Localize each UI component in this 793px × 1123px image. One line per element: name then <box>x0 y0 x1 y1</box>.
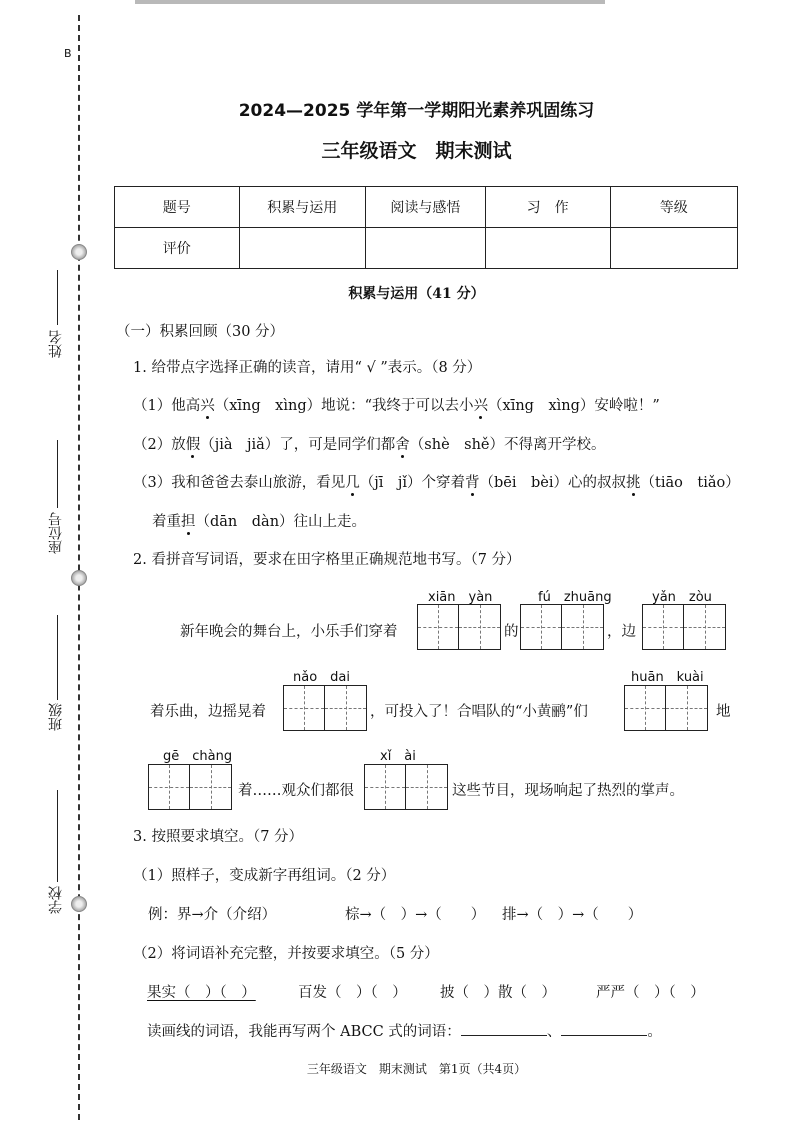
pinyin-choice[interactable]: （jī jǐ）个穿着 <box>359 475 466 491</box>
pinyin-label: fú zhuāng <box>538 590 612 605</box>
class-field-line[interactable] <box>57 615 58 700</box>
dotted-char: 背 <box>465 475 480 491</box>
seat-field-line[interactable] <box>57 440 58 508</box>
text: （2）放 <box>133 437 186 453</box>
end-mark: 。 <box>647 1024 662 1040</box>
score-table-eval-row <box>115 228 738 269</box>
writing-grid-yanzou[interactable] <box>642 604 726 650</box>
answer-blank[interactable] <box>561 1021 647 1036</box>
text: （1）他高 <box>133 398 201 414</box>
dotted-char: 兴 <box>200 398 215 414</box>
q3-item-1[interactable]: 棕→（ ）→（ ） <box>345 907 486 923</box>
binding-hole <box>71 896 87 912</box>
q1-sentence-3-cont <box>152 510 366 531</box>
idiom-fill[interactable]: 严严（ ）（ ） <box>596 985 705 1001</box>
score-input-cell[interactable] <box>485 228 610 269</box>
text: 着重 <box>152 514 181 530</box>
pinyin-choice[interactable]: （jià jiǎ）了，可是同学们都 <box>200 437 396 453</box>
writing-grid-huankuai[interactable] <box>624 685 708 731</box>
pinyin-label: xǐ ài <box>380 749 416 764</box>
school-field-label: 学校 <box>48 886 64 914</box>
part-title: （一）积累回顾（30 分） <box>116 324 285 340</box>
pinyin-choice[interactable]: （bēi bèi）心的叔叔 <box>479 475 627 491</box>
pinyin-label: xiān yàn <box>428 590 493 605</box>
score-input-cell[interactable] <box>239 228 365 269</box>
writing-grid-naodai[interactable] <box>283 685 367 731</box>
page-footer: 三年级语文 期末测试 第1页（共4页） <box>306 1062 527 1076</box>
pinyin-choice[interactable]: （shè shě）不得离开学校。 <box>409 437 606 453</box>
dotted-char: 舍 <box>395 437 410 453</box>
score-header-cell: 积累与运用 <box>239 187 365 228</box>
q2-text: ，可投入了！合唱队的“小黄鹂”们 <box>370 704 588 720</box>
writing-grid-fuzhuang[interactable] <box>520 604 604 650</box>
binding-hole <box>71 570 87 586</box>
dotted-char: 挑 <box>626 475 641 491</box>
corner-mark: B <box>64 47 72 60</box>
pinyin-label: nǎo dai <box>293 670 350 685</box>
q2-text: 新年晚会的舞台上，小乐手们穿着 <box>180 624 398 640</box>
q3-example: 例：界→介（介绍） <box>148 907 277 923</box>
idiom-fill[interactable]: 百发（ ）（ ） <box>298 985 407 1001</box>
idiom-fill[interactable]: 披（ ）散（ ） <box>440 985 556 1001</box>
answer-blank[interactable] <box>461 1021 547 1036</box>
score-input-cell[interactable] <box>366 228 486 269</box>
q2-prompt: 2. 看拼音写词语，要求在田字格里正确规范地书写。（7 分） <box>133 552 521 568</box>
q1-prompt: 1. 给带点字选择正确的读音，请用“ √ ”表示。（8 分） <box>133 360 482 376</box>
writing-grid-gechang[interactable] <box>148 764 232 810</box>
score-table-header-row <box>115 187 738 228</box>
score-row-label: 评价 <box>115 228 240 269</box>
dotted-char: 几 <box>345 475 360 491</box>
pinyin-choice[interactable]: （tiāo tiǎo） <box>640 475 740 491</box>
separator: 、 <box>546 1024 562 1040</box>
dotted-char: 假 <box>185 437 201 453</box>
text: （3）我和爸爸去泰山旅游，看见 <box>133 475 346 491</box>
pinyin-choice[interactable]: （dān dàn）往山上走。 <box>195 514 367 530</box>
writing-grid-xiai[interactable] <box>364 764 448 810</box>
q1-sentence-1 <box>133 394 660 415</box>
q3-sub1: （1）照样子，变成新字再组词。（2 分） <box>133 868 396 884</box>
abcc-line <box>147 1020 662 1041</box>
score-header-cell: 阅读与感悟 <box>366 187 486 228</box>
q1-sentence-2 <box>133 433 606 454</box>
school-field-line[interactable] <box>57 790 58 882</box>
score-table <box>114 186 738 269</box>
class-field-label: 班级 <box>48 703 64 731</box>
score-header-cell: 习 作 <box>485 187 610 228</box>
idiom-underlined[interactable]: 果实（ ）（ ） <box>147 985 256 1001</box>
abcc-prompt: 读画线的词语，我能再写两个 ABCC 式的词语： <box>147 1024 461 1040</box>
score-input-cell[interactable] <box>610 228 738 269</box>
exam-subtitle: 三年级语文 期末测试 <box>321 140 512 162</box>
binding-dashed-line <box>78 15 80 1120</box>
pinyin-label: yǎn zòu <box>652 590 712 605</box>
pinyin-label: huān kuài <box>631 670 704 685</box>
q3-item-2[interactable]: 排→（ ）→（ ） <box>502 907 643 923</box>
q2-text: 地 <box>716 704 731 720</box>
exam-title: 2024—2025 学年第一学期阳光素养巩固练习 <box>238 101 595 121</box>
q2-text: 着乐曲，边摇晃着 <box>150 704 266 720</box>
pinyin-choice[interactable]: （xīng xìng）地说：“我终于可以去小 <box>214 398 474 414</box>
q3-prompt: 3. 按照要求填空。（7 分） <box>133 829 304 845</box>
score-header-cell: 等级 <box>610 187 738 228</box>
scan-top-edge <box>135 0 605 4</box>
pinyin-choice[interactable]: （xīng xìng）安岭啦！” <box>488 398 660 414</box>
score-header-cell: 题号 <box>115 187 240 228</box>
q3-sub2: （2）将词语补充完整，并按要求填空。（5 分） <box>133 946 439 962</box>
writing-grid-xianyan[interactable] <box>417 604 501 650</box>
seat-field-label: 座位号 <box>48 512 64 554</box>
q1-sentence-3 <box>133 471 740 492</box>
binding-hole <box>71 244 87 260</box>
pinyin-label: gē chàng <box>163 749 233 764</box>
name-field-label: 姓名 <box>48 330 64 358</box>
q2-text: ，边 <box>607 624 636 640</box>
q2-text: 的 <box>504 624 519 640</box>
dotted-char: 兴 <box>473 398 489 414</box>
q2-text: 着……观众们都很 <box>238 783 354 799</box>
section-title: 积累与运用（41 分） <box>348 286 485 302</box>
q2-text: 这些节目，现场响起了热烈的掌声。 <box>452 783 684 799</box>
dotted-char: 担 <box>181 514 196 530</box>
